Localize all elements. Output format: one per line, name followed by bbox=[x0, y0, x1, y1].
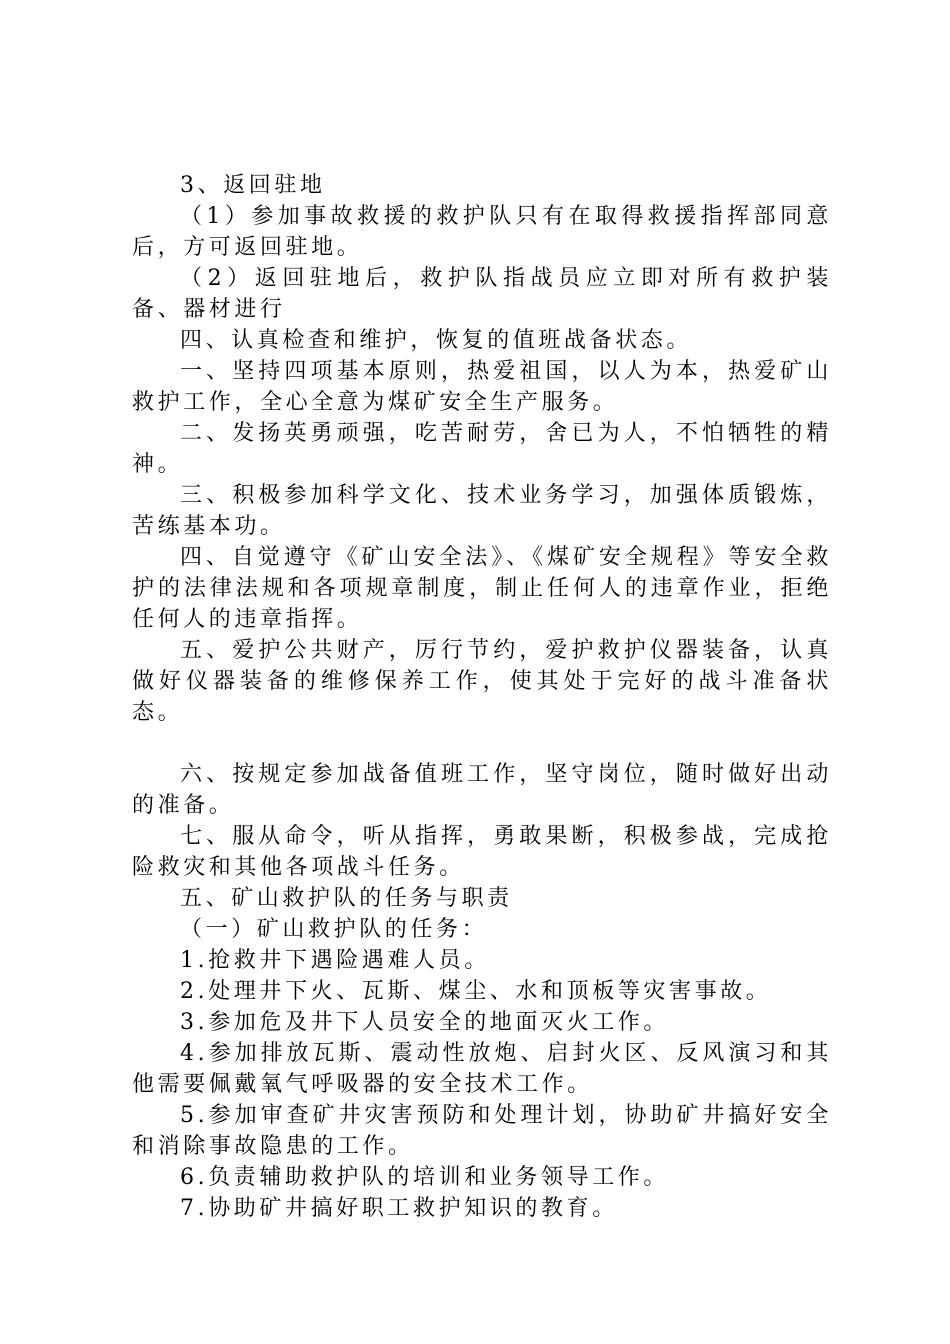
task-item-2: 2.处理井下火、瓦斯、煤尘、水和顶板等灾害事故。 bbox=[180, 979, 772, 1004]
paragraph-duty-5: 五、爱护公共财产，厉行节约，爱护救护仪器装备，认真做好仪器装备的维修保养工作，使其处于完好的战斗准备状态。 bbox=[132, 638, 832, 725]
paragraph-duty-2: 二、发扬英勇顽强，吃苦耐劳，舍已为人，不怕牺牲的精神。 bbox=[132, 421, 832, 477]
paragraph-duty-1: 一、坚持四项基本原则，热爱祖国，以人为本，热爱矿山救护工作，全心全意为煤矿安全生产服务。 bbox=[132, 359, 832, 415]
paragraph-maintenance: 四、认真检查和维护，恢复的值班战备状态。 bbox=[180, 328, 693, 353]
task-item-3: 3.参加危及井下人员安全的地面灭火工作。 bbox=[180, 1010, 669, 1035]
paragraph-duty-6: 六、按规定参加战备值班工作，坚守岗位，随时做好出动的准备。 bbox=[132, 762, 832, 818]
paragraph-return-2: （2）返回驻地后，救护队指战员应立即对所有救护装备、器材进行 bbox=[132, 266, 832, 322]
task-item-1: 1.抢救井下遇险遇难人员。 bbox=[180, 948, 490, 973]
task-item-5: 5.参加审查矿井灾害预防和处理计划，协助矿井搞好安全和消除事故隐患的工作。 bbox=[132, 1103, 832, 1159]
task-item-6: 6.负责辅助救护队的培训和业务领导工作。 bbox=[180, 1165, 669, 1190]
paragraph-duty-4: 四、自觉遵守《矿山安全法》、《煤矿安全规程》等安全救护的法律法规和各项规章制度，制止任何人的违章作业，拒绝任何人的违章指挥。 bbox=[132, 545, 832, 632]
paragraph-return-heading: 3、返回驻地 bbox=[180, 173, 326, 198]
paragraph-duty-3: 三、积极参加科学文化、技术业务学习，加强体质锻炼，苦练基本功。 bbox=[132, 483, 832, 539]
paragraph-duty-7: 七、服从命令，听从指挥，勇敢果断，积极参战，完成抢险救灾和其他各项战斗任务。 bbox=[132, 824, 832, 880]
task-item-4: 4.参加排放瓦斯、震动性放炮、启封火区、反风演习和其他需要佩戴氧气呼吸器的安全技术工作。 bbox=[132, 1041, 832, 1097]
document-body bbox=[132, 170, 832, 1224]
subsection-heading-tasks: （一）矿山救护队的任务： bbox=[180, 917, 488, 942]
paragraph-return-1: （1）参加事故救援的救护队只有在取得救援指挥部同意后，方可返回驻地。 bbox=[132, 204, 832, 260]
task-item-7: 7.协助矿井搞好职工救护知识的教育。 bbox=[180, 1196, 618, 1221]
section-heading-tasks: 五、矿山救护队的任务与职责 bbox=[180, 886, 513, 911]
